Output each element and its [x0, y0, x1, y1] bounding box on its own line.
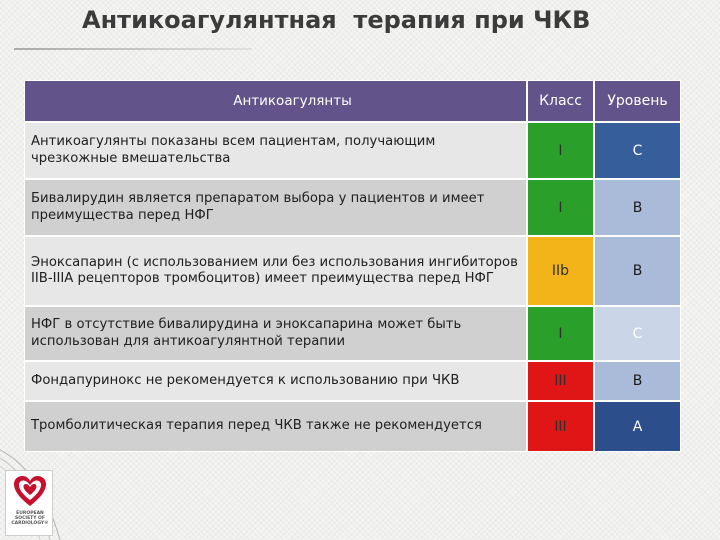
header-level: Уровень [594, 80, 681, 122]
level-cell: B [594, 236, 681, 306]
class-cell: IIb [527, 236, 594, 306]
table-header-row [24, 80, 681, 122]
logo-text: EUROPEAN SOCIETY OF CARDIOLOGY® [11, 511, 49, 526]
level-cell: B [594, 361, 681, 401]
header-class: Класс [527, 80, 594, 122]
class-cell: I [527, 306, 594, 361]
table-row [24, 361, 681, 401]
table-row [24, 236, 681, 306]
table-row [24, 306, 681, 361]
level-cell: C [594, 306, 681, 361]
class-cell: I [527, 179, 594, 236]
row-text: Тромболитическая терапия перед ЧКВ также не рекомендуется [24, 401, 527, 452]
table-row [24, 179, 681, 236]
recommendations-table [24, 80, 681, 452]
table-row [24, 401, 681, 452]
row-text: Эноксапарин (с использованием или без использования ингибиторов IIB-IIIA рецепторов тромбоцитов) имеет преимущества перед НФГ [24, 236, 527, 306]
row-text: Антикоагулянты показаны всем пациентам, получающим чрезкожные вмешательства [24, 122, 527, 179]
row-text: НФГ в отсутствие бивалирудина и эноксапарина может быть использован для антикоагулянтной терапии [24, 306, 527, 361]
esc-logo [5, 470, 53, 536]
class-cell: III [527, 401, 594, 452]
row-text: Бивалирудин является препаратом выбора у пациентов и имеет преимущества перед НФГ [24, 179, 527, 236]
level-cell: B [594, 179, 681, 236]
title-underline [14, 48, 252, 50]
level-cell: C [594, 122, 681, 179]
heart-logo-icon [13, 475, 47, 509]
class-cell: I [527, 122, 594, 179]
level-cell: A [594, 401, 681, 452]
table-row [24, 122, 681, 179]
class-cell: III [527, 361, 594, 401]
slide-title: Антикоагулянтная терапия при ЧКВ [82, 6, 591, 34]
header-anticoagulants: Антикоагулянты [24, 80, 527, 122]
row-text: Фондапуринокс не рекомендуется к использованию при ЧКВ [24, 361, 527, 401]
